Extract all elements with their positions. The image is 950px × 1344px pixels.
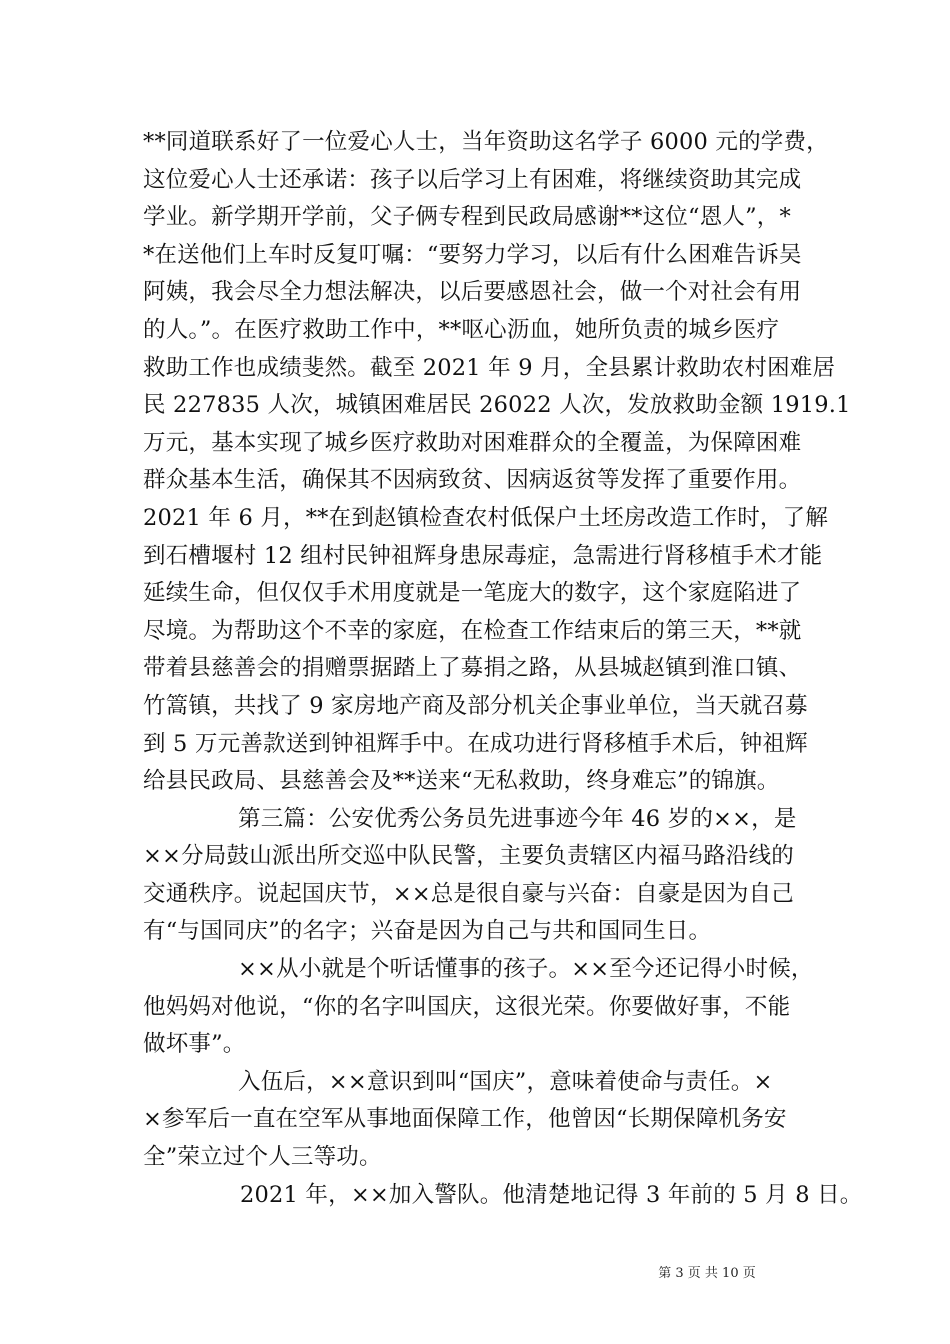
page-number: 第 3 页 共 10 页 [658,1266,756,1281]
text-line: ×参军后一直在空军从事地面保障工作，他曾因“长期保障机务安 [143,1106,787,1133]
text-line: 救助工作也成绩斐然。截至 2021 年 9 月，全县累计救助农村困难居 [143,354,836,381]
text-line: 万元，基本实现了城乡医疗救助对困难群众的全覆盖，为保障困难 [143,429,802,456]
text-line: 他妈妈对他说，“你的名字叫国庆，这很光荣。你要做好事，不能 [143,993,791,1020]
text-line: 群众基本生活，确保其不因病致贫、因病返贫等发挥了重要作用。 [143,467,802,494]
text-line: 2021 年 6 月，**在到赵镇检查农村低保户土坯房改造工作时，了解 [143,504,829,531]
text-line: 到石槽堰村 12 组村民钟祖辉身患尿毒症，急需进行肾移植手术才能 [143,542,823,569]
text-line: 交通秩序。说起国庆节，××总是很自豪与兴奋：自豪是因为自己 [143,880,795,907]
text-line: ××分局鼓山派出所交巡中队民警，主要负责辖区内福马路沿线的 [143,843,795,870]
text-line: 尽境。为帮助这个不幸的家庭，在检查工作结束后的第三天，**就 [143,617,802,644]
text-line: 民 227835 人次，城镇困难居民 26022 人次，发放救助金额 1919.1 [143,392,851,419]
text-line: 竹篙镇，共找了 9 家房地产商及部分机关企事业单位，当天就召募 [143,692,808,719]
text-line: 带着县慈善会的捐赠票据踏上了募捐之路，从县城赵镇到淮口镇、 [143,655,802,682]
text-line: 学业。新学期开学前，父子俩专程到民政局感谢**这位“恩人”，* [143,204,791,231]
text-line: 的人。”。在医疗救助工作中，**呕心沥血，她所负责的城乡医疗 [143,316,780,343]
text-line: 做坏事”。 [143,1031,246,1058]
text-line: 阿姨，我会尽全力想法解决，以后要感恩社会，做一个对社会有用 [143,279,802,306]
text-line: 延续生命，但仅仅手术用度就是一笔庞大的数字，这个家庭陷进了 [143,580,802,607]
paragraph-start-line: 入伍后，××意识到叫“国庆”，意味着使命与责任。× [238,1068,773,1095]
text-line: 全”荣立过个人三等功。 [143,1144,382,1171]
text-line: 到 5 万元善款送到钟祖辉手中。在成功进行肾移植手术后，钟祖辉 [143,730,808,757]
section-heading-line: 第三篇：公安优秀公务员先进事迹今年 46 岁的××，是 [238,805,797,832]
text-line: **同道联系好了一位爱心人士，当年资助这名学子 6000 元的学费， [143,129,829,155]
body-text [143,124,863,1214]
text-line: 这位爱心人士还承诺：孩子以后学习上有困难，将继续资助其完成 [143,166,802,193]
text-line: *在送他们上车时反复叮嘱：“要努力学习，以后有什么困难告诉吴 [143,241,802,268]
paragraph-start-line: ××从小就是个听话懂事的孩子。××至今还记得小时候， [238,956,814,983]
paragraph-start-line: 2021 年，××加入警队。他清楚地记得 3 年前的 5 月 8 日。 [240,1181,863,1208]
text-line: 有“与国同庆”的名字；兴奋是因为自己与共和国同生日。 [143,918,712,945]
text-line: 给县民政局、县慈善会及**送来“无私救助，终身难忘”的锦旗。 [143,768,780,795]
page-footer [0,1262,950,1281]
